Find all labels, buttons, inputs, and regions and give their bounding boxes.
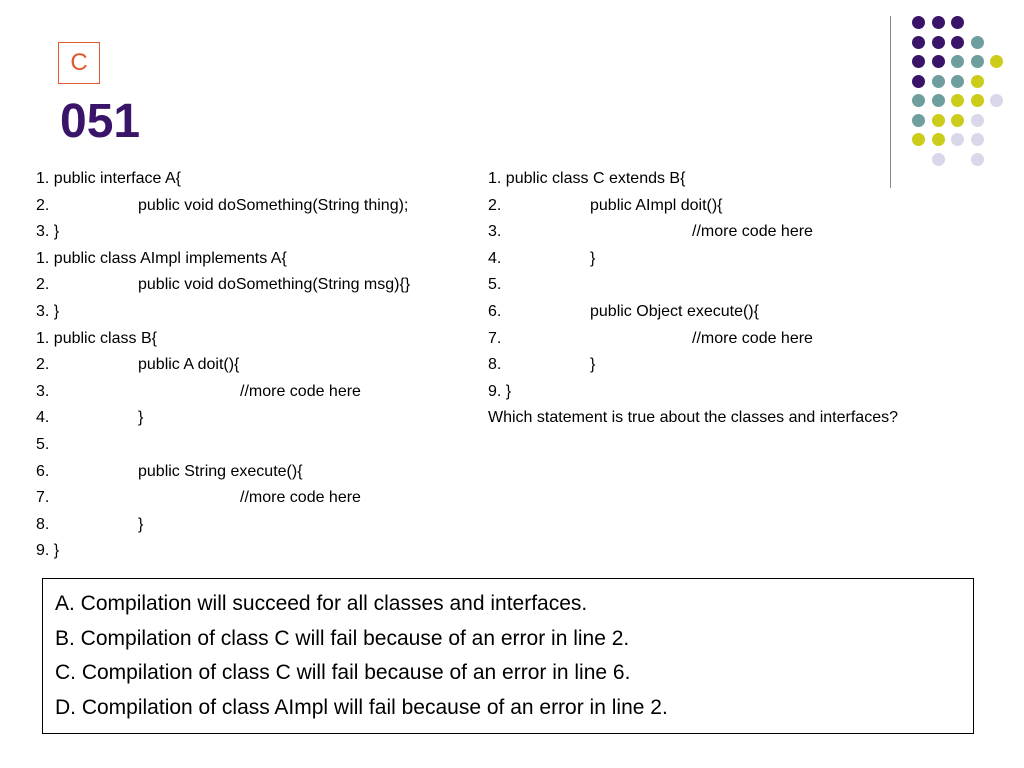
line-number: 3. <box>36 223 50 241</box>
decorative-dot <box>932 94 945 107</box>
decorative-dot <box>912 16 925 29</box>
line-number: 2. <box>36 196 50 214</box>
code-text: public class C extends B{ <box>505 170 686 187</box>
decorative-dot <box>932 16 945 29</box>
code-text: public Object execute(){ <box>590 302 759 320</box>
code-text: } <box>53 302 60 320</box>
code-text <box>36 432 49 459</box>
line-number: 9. <box>36 542 50 560</box>
code-text: public class B{ <box>53 329 157 347</box>
line-number: 6. <box>488 302 502 320</box>
code-text: } <box>138 409 144 427</box>
code-text: //more code here <box>240 489 361 507</box>
decorative-dot <box>990 94 1003 107</box>
code-listing-right <box>488 166 988 432</box>
option-b[interactable]: B. Compilation of class C will fail because of an error in line 2. <box>55 626 630 650</box>
decorative-dot <box>932 55 945 68</box>
code-text <box>36 166 181 193</box>
code-text: public class AImpl implements A{ <box>53 249 287 267</box>
option-a[interactable]: A. Compilation will succeed for all classes and interfaces. <box>55 592 588 615</box>
decorative-dot <box>971 114 984 127</box>
answer-options-box <box>42 578 974 734</box>
line-number: 3. <box>36 382 50 400</box>
code-line <box>488 272 988 299</box>
decorative-dot <box>912 55 925 68</box>
code-text <box>488 379 511 406</box>
line-number: 3. <box>36 302 50 320</box>
code-line <box>36 219 466 246</box>
code-text: public AImpl doit(){ <box>590 196 723 214</box>
decorative-dot <box>951 75 964 88</box>
decorative-dot <box>912 94 925 107</box>
divider-line <box>890 16 891 188</box>
line-number: 5. <box>488 276 502 294</box>
code-text <box>36 538 59 565</box>
decorative-dot <box>932 153 945 166</box>
answer-badge: C <box>58 42 100 84</box>
code-text: } <box>590 249 596 267</box>
code-line <box>36 193 466 220</box>
code-text <box>36 246 287 273</box>
decorative-dot <box>971 55 984 68</box>
decorative-dot <box>932 75 945 88</box>
line-number: 8. <box>36 515 50 533</box>
code-line <box>488 379 988 406</box>
decorative-dot <box>951 16 964 29</box>
code-line <box>488 326 988 353</box>
decorative-dot <box>951 36 964 49</box>
code-text: } <box>53 542 60 560</box>
code-line <box>36 246 466 273</box>
code-line <box>36 432 466 459</box>
code-text: //more code here <box>692 223 813 241</box>
line-number: 4. <box>36 409 50 427</box>
decorative-dot <box>932 36 945 49</box>
code-line <box>36 272 466 299</box>
line-number: 3. <box>488 223 502 241</box>
decorative-dot <box>951 133 964 146</box>
code-line <box>488 299 988 326</box>
line-number: 5. <box>36 435 50 453</box>
code-text <box>36 299 59 326</box>
line-number: 4. <box>488 249 502 267</box>
code-line <box>36 326 466 353</box>
code-line <box>36 485 466 512</box>
code-text <box>488 272 501 299</box>
decorative-dot <box>912 133 925 146</box>
code-text: //more code here <box>692 329 813 347</box>
decorative-dot <box>971 153 984 166</box>
option-d[interactable]: D. Compilation of class AImpl will fail because of an error in line 2. <box>55 695 668 719</box>
line-number: 8. <box>488 356 502 374</box>
code-text <box>36 219 59 246</box>
decorative-dot <box>912 36 925 49</box>
code-line <box>488 219 988 246</box>
code-text <box>36 326 157 353</box>
decorative-dot <box>990 55 1003 68</box>
code-line <box>36 379 466 406</box>
code-text: } <box>53 223 60 241</box>
decorative-dot <box>932 114 945 127</box>
question-text: Which statement is true about the classes and interfaces? <box>488 409 898 427</box>
line-number: 1. <box>488 170 502 187</box>
line-number: 2. <box>488 196 502 214</box>
code-line <box>488 352 988 379</box>
code-text: public String execute(){ <box>138 462 303 480</box>
code-line <box>488 193 988 220</box>
slide-title: 051 <box>60 95 141 148</box>
code-text: } <box>138 515 144 533</box>
code-text: public interface A{ <box>53 170 181 187</box>
decorative-dot <box>912 75 925 88</box>
code-text: public void doSomething(String msg){} <box>138 276 411 294</box>
line-number: 7. <box>36 489 50 507</box>
code-text: //more code here <box>240 382 361 400</box>
decorative-dot <box>912 114 925 127</box>
code-text: } <box>590 356 596 374</box>
code-line <box>488 246 988 273</box>
code-listing-left <box>36 166 466 565</box>
decorative-dot <box>951 55 964 68</box>
decorative-dot <box>971 36 984 49</box>
line-number: 1. <box>36 249 50 267</box>
code-line <box>36 405 466 432</box>
code-text: public void doSomething(String thing); <box>138 196 409 214</box>
line-number: 1. <box>36 170 50 187</box>
line-number: 6. <box>36 462 50 480</box>
code-text: public A doit(){ <box>138 356 240 374</box>
line-number: 1. <box>36 329 50 347</box>
decorative-dot <box>932 133 945 146</box>
code-line <box>36 299 466 326</box>
code-line <box>36 166 466 193</box>
code-line <box>36 512 466 539</box>
line-number: 7. <box>488 329 502 347</box>
code-text: } <box>505 382 512 400</box>
decorative-dot <box>951 94 964 107</box>
code-line <box>36 459 466 486</box>
decorative-dot <box>951 114 964 127</box>
line-number: 2. <box>36 356 50 374</box>
code-line <box>36 538 466 565</box>
option-c[interactable]: C. Compilation of class C will fail because of an error in line 6. <box>55 661 631 684</box>
code-text <box>488 166 685 193</box>
code-line <box>36 352 466 379</box>
decorative-dot <box>971 75 984 88</box>
line-number: 9. <box>488 382 502 400</box>
code-line <box>488 166 988 193</box>
line-number: 2. <box>36 276 50 294</box>
decorative-dot <box>971 94 984 107</box>
decorative-dot <box>971 133 984 146</box>
